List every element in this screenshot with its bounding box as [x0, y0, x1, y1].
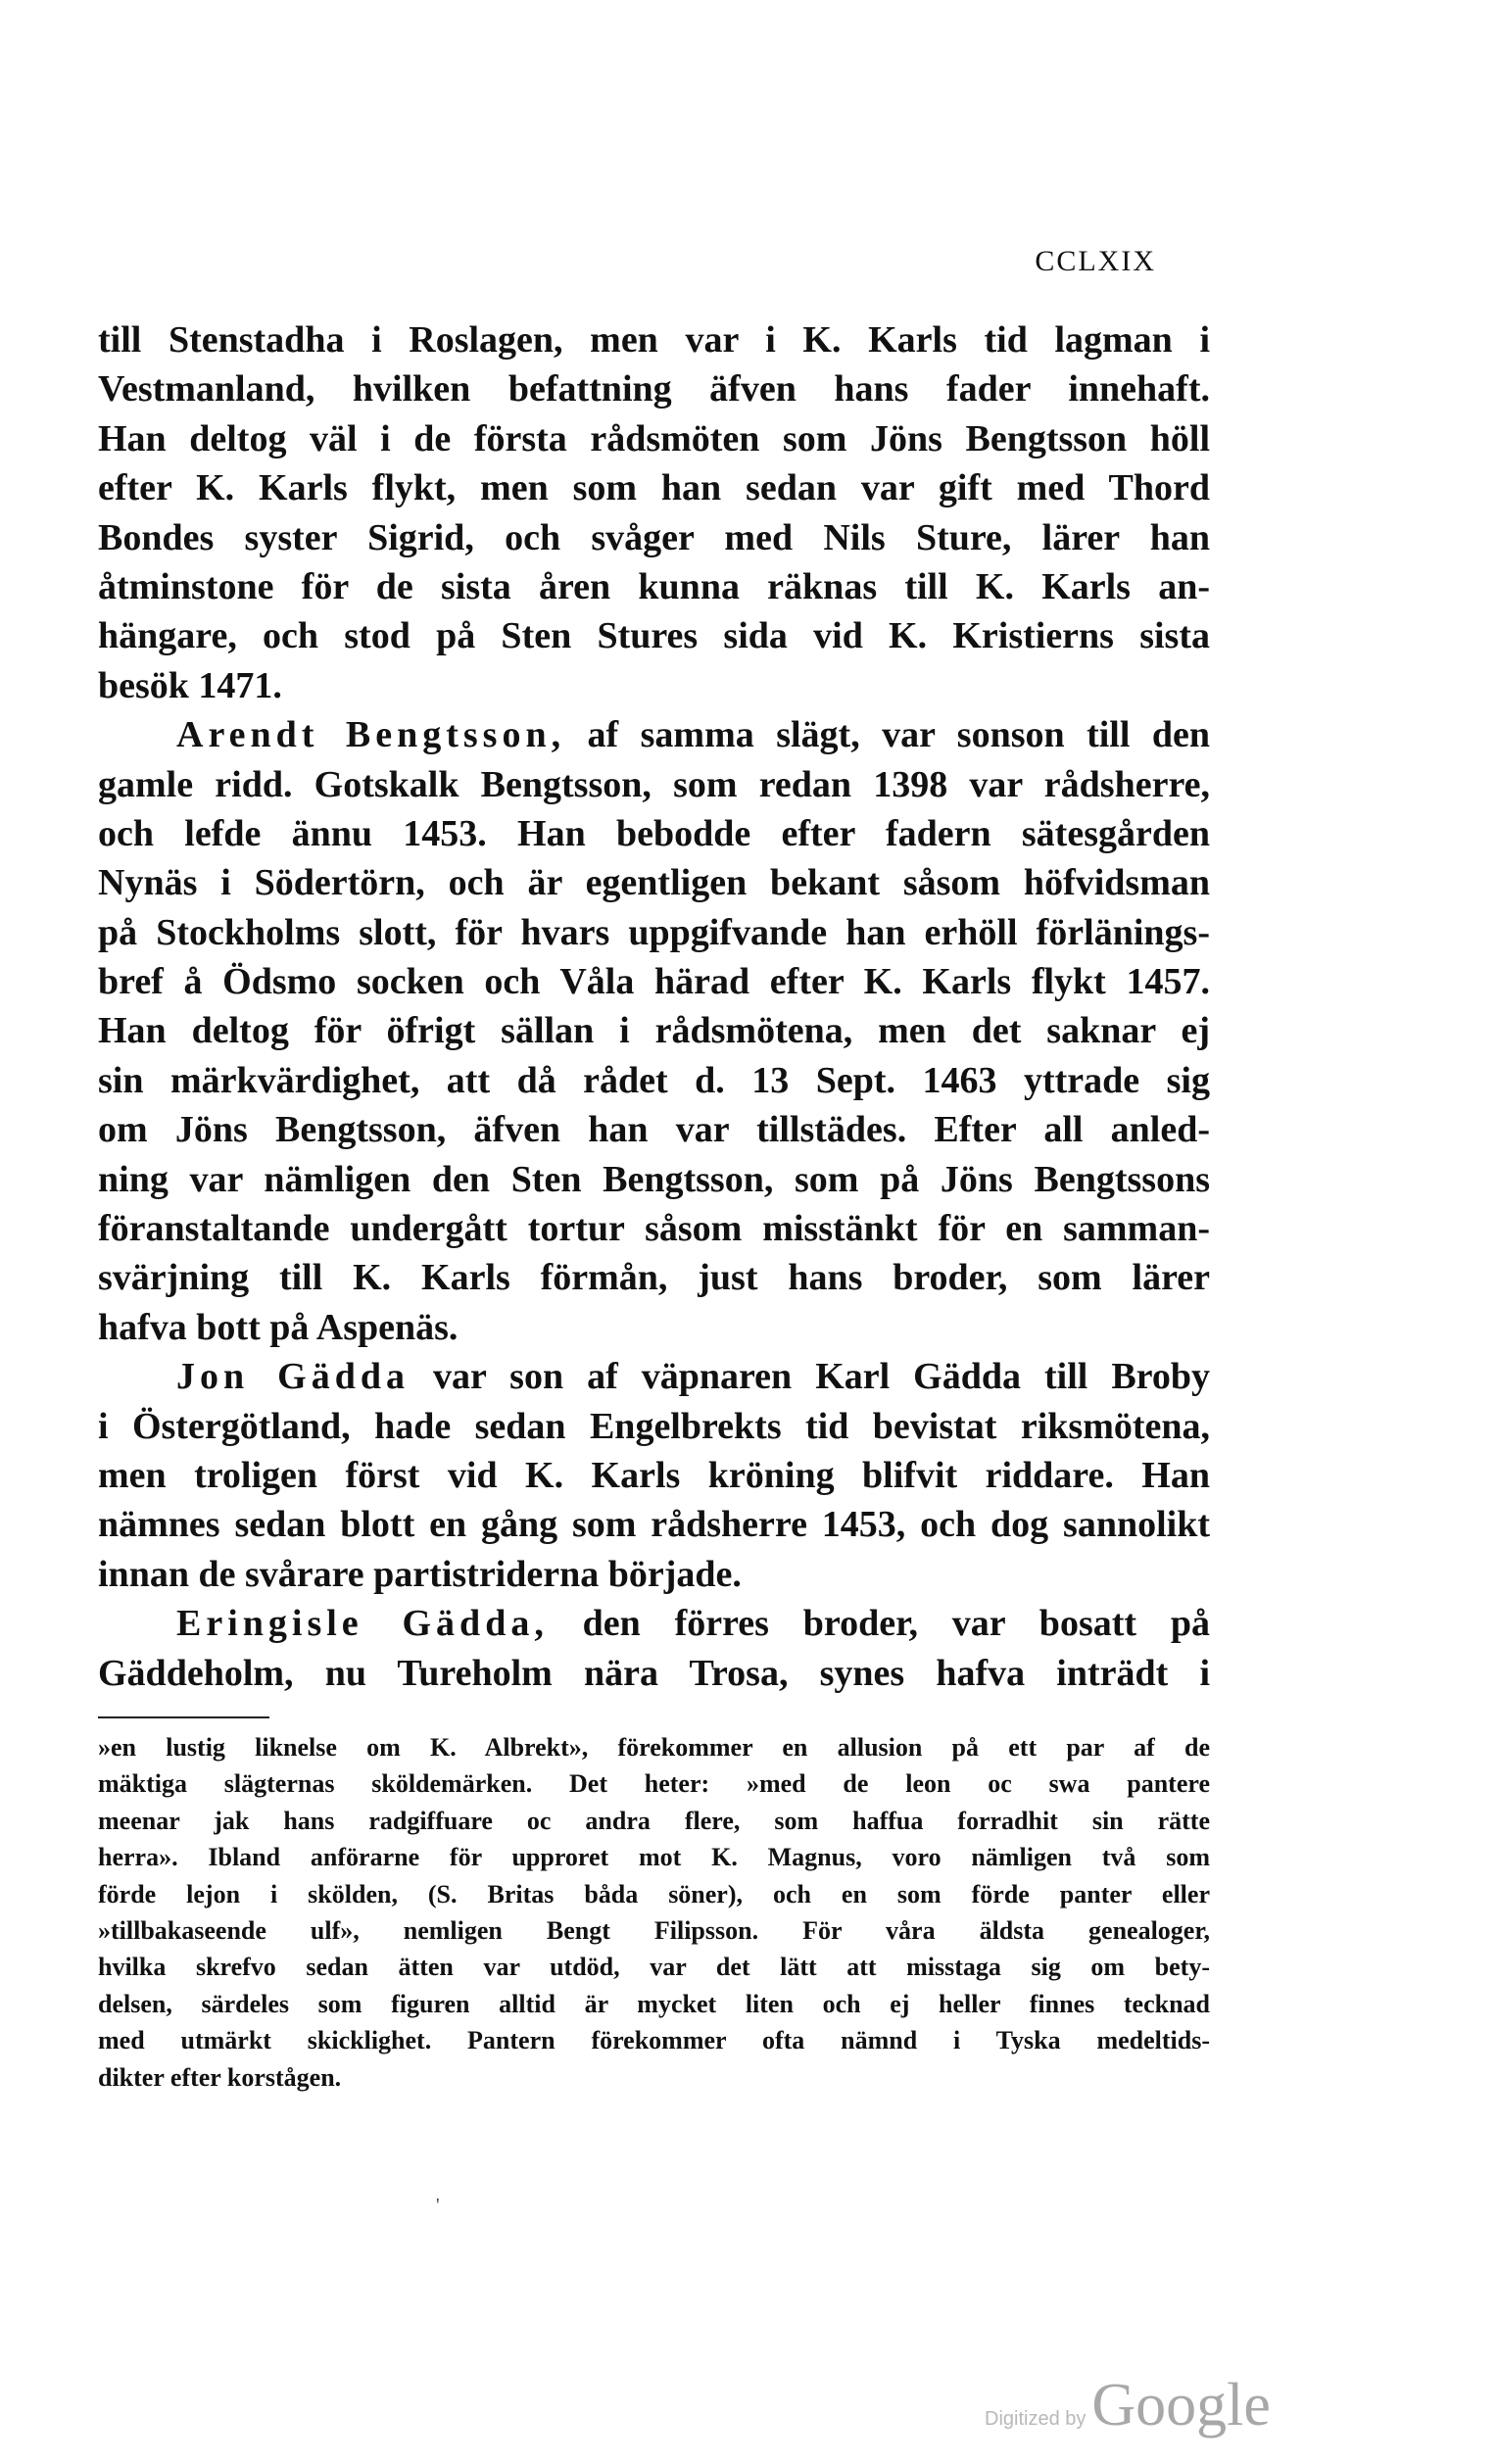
body-line: till Stenstadha i Roslagen, men var i K. Karls tid lagman i	[98, 319, 1210, 361]
footnote	[98, 1729, 1210, 2096]
body-line: Nynäs i Södertörn, och är egentligen bekant såsom höfvidsman	[98, 862, 1210, 904]
body-line: men troligen först vid K. Karls kröning blifvit riddare. Han	[98, 1454, 1210, 1496]
footnote-line: »en lustig liknelse om K. Albrekt», förekommer en allusion på ett par af de	[98, 1733, 1210, 1762]
body-text	[98, 315, 1210, 1698]
body-line: föranstaltande undergått tortur såsom misstänkt för en samman-	[98, 1208, 1210, 1250]
person-name-arendt: Arendt Bengtsson,	[176, 714, 566, 756]
body-line: åtminstone för de sista åren kunna räknas till K. Karls an-	[98, 565, 1210, 607]
body-line: och lefde ännu 1453. Han bebodde efter fadern sätesgården	[98, 812, 1210, 854]
body-line: hängare, och stod på Sten Stures sida vid K. Kristierns sista	[98, 615, 1210, 657]
paragraph-eringisle-first-line	[98, 1599, 1210, 1648]
body-line: bref å Ödsmo socken och Våla härad efter K. Karls flykt 1457.	[98, 961, 1210, 1003]
watermark-brand-logo: Google	[1091, 2372, 1271, 2439]
body-line: Han deltog väl i de första rådsmöten som Jöns Bengtsson höll	[98, 417, 1210, 459]
footnote-line: förde lejon i skölden, (S. Britas båda söner), och en som förde panter eller	[98, 1879, 1210, 1908]
body-line: efter K. Karls flykt, men som han sedan var gift med Thord	[98, 467, 1210, 509]
body-line: på Stockholms slott, för hvars uppgifvande han erhöll förlänings-	[98, 911, 1210, 953]
body-line: innan de svårare partistriderna började.	[98, 1553, 742, 1595]
footnote-line: mäktiga slägternas sköldemärken. Det heter: »med de leon oc swa pantere	[98, 1769, 1210, 1799]
footnote-line: meenar jak hans radgiffuare oc andra flere, som haffua forradhit sin rätte	[98, 1806, 1210, 1835]
footnote-line: delsen, särdeles som figuren alltid är mycket liten och ej heller finnes tecknad	[98, 1989, 1210, 2018]
body-line: svärjning till K. Karls förmån, just hans broder, som lärer	[98, 1257, 1210, 1299]
body-line-rest: den förres broder, var bosatt på	[548, 1603, 1210, 1645]
body-line: besök 1471.	[98, 664, 282, 706]
body-line: gamle ridd. Gotskalk Bengtsson, som redan 1398 var rådsherre,	[98, 763, 1210, 805]
footnote-line: »tillbakaseende ulf», nemligen Bengt Filipsson. För våra äldsta genealoger,	[98, 1915, 1210, 1945]
footnote-line: herra». Ibland anförarne för upproret mot K. Magnus, voro nämligen två som	[98, 1843, 1210, 1872]
body-line: Bondes syster Sigrid, och svåger med Nils Sture, lärer han	[98, 516, 1210, 558]
body-line: sin märkvärdighet, att då rådet d. 13 Sept. 1463 yttrade sig	[98, 1059, 1210, 1101]
footnote-line: med utmärkt skicklighet. Pantern förekommer ofta nämnd i Tyska medeltids-	[98, 2026, 1210, 2055]
stray-ink-mark: '	[436, 2195, 440, 2216]
watermark-prefix: Digitized by	[985, 2408, 1087, 2430]
digitized-watermark	[985, 2371, 1298, 2440]
paragraph-arendt-first-line	[98, 710, 1210, 759]
footnote-divider	[98, 1716, 269, 1718]
person-name-eringisle: Eringisle Gädda,	[176, 1603, 549, 1645]
paragraph-jon-first-line	[98, 1352, 1210, 1401]
body-line: Vestmanland, hvilken befattning äfven hans fader innehaft.	[98, 368, 1210, 411]
body-line: Han deltog för öfrigt sällan i rådsmötena, men det saknar ej	[98, 1010, 1210, 1052]
person-name-jon: Jon Gädda	[176, 1356, 410, 1398]
body-line: nämnes sedan blott en gång som rådsherre 1453, och dog sannolikt	[98, 1504, 1210, 1546]
body-line-rest: af samma slägt, var sonson till den	[565, 714, 1210, 756]
body-line-rest: var son af väpnaren Karl Gädda till Broby	[409, 1356, 1210, 1398]
footnote-line: dikter efter korstågen.	[98, 2062, 342, 2092]
body-line: hafva bott på Aspenäs.	[98, 1306, 459, 1348]
body-line: om Jöns Bengtsson, äfven han var tillstädes. Efter all anled-	[98, 1109, 1210, 1151]
body-line: i Östergötland, hade sedan Engelbrekts tid bevistat riksmötena,	[98, 1405, 1210, 1447]
footnote-line: hvilka skrefvo sedan ätten var utdöd, var det lätt att misstaga sig om bety-	[98, 1953, 1210, 1982]
body-line: Gäddeholm, nu Tureholm nära Trosa, synes hafva inträdt i	[98, 1652, 1210, 1694]
page-number: CCLXIX	[1035, 245, 1156, 277]
body-line: ning var nämligen den Sten Bengtsson, som på Jöns Bengtssons	[98, 1158, 1210, 1200]
